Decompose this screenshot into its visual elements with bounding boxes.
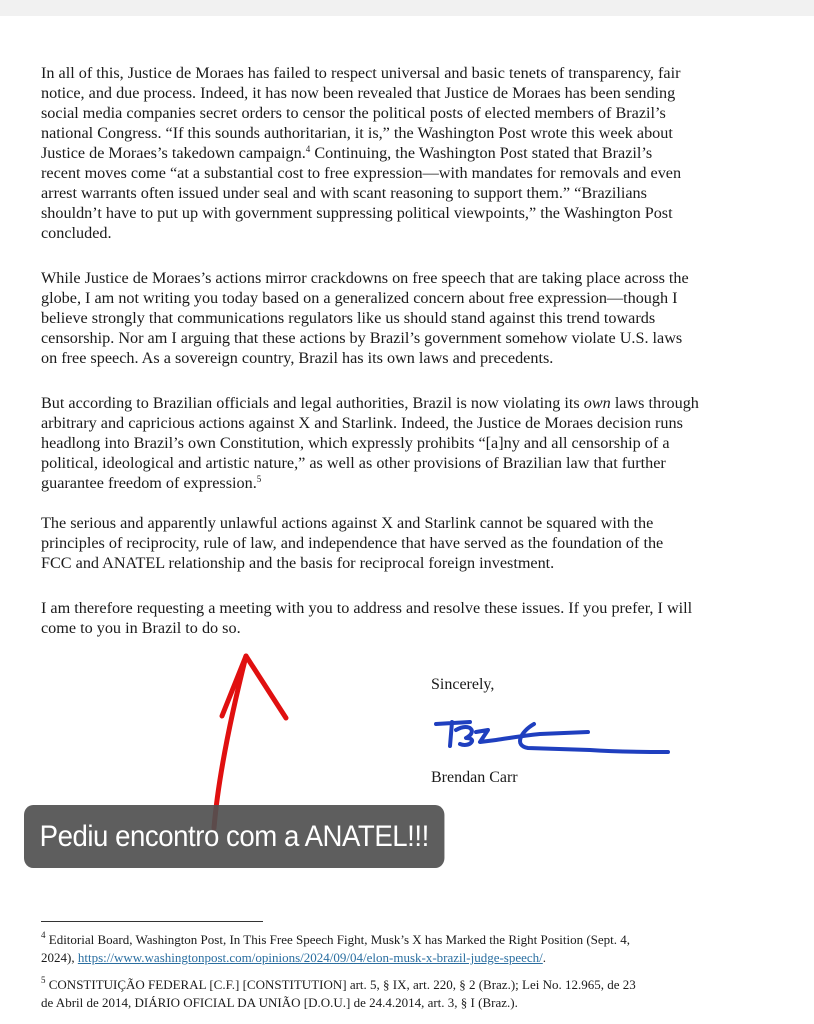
text-segment: I am therefore requesting a meeting with you to address and resolve these issues. If you prefer, I will [41, 599, 693, 617]
text-line [41, 453, 699, 473]
text-line [41, 598, 692, 618]
text-segment: believe strongly that communications regulators like us should stand against this trend towards [41, 309, 656, 327]
text-segment: political, ideological and artistic nature,” as well as other provisions of Brazilian law that further [41, 454, 666, 472]
text-segment: shouldn’t have to put up with government suppressing political viewpoints,” the Washington Post [41, 204, 673, 222]
text-segment: In all of this, Justice de Moraes has failed to respect universal and basic tenets of transparency, fair [41, 64, 681, 82]
text-segment: de Abril de 2014, DIÁRIO OFICIAL DA UNIÃO [D.O.U.] de 24.4.2014, art. 3, § I (Braz.). [41, 995, 518, 1010]
text-line [41, 618, 692, 638]
text-segment: The serious and apparently unlawful actions against X and Starlink cannot be squared with the [41, 514, 654, 532]
text-line [41, 143, 681, 163]
footnote-marker: 4 [305, 144, 311, 154]
paragraph [41, 598, 692, 638]
footnote-marker: 5 [256, 474, 262, 484]
text-line [41, 994, 636, 1012]
text-line [41, 949, 630, 967]
footnote-link[interactable]: https://www.washingtonpost.com/opinions/2024/09/04/elon-musk-x-brazil-judge-speech/ [77, 950, 543, 965]
text-segment: . [542, 950, 547, 965]
text-line [41, 328, 689, 348]
text-line [41, 308, 689, 328]
text-segment: CONSTITUIÇÃO FEDERAL [C.F.] [CONSTITUTION] art. 5, § IX, art. 220, § 2 (Braz.); Lei No. 12.965, de 23 [45, 977, 636, 992]
text-segment: arbitrary and capricious actions against X and Starlink. Indeed, the Justice de Moraes decision runs [41, 414, 683, 432]
text-line [41, 163, 681, 183]
paragraph [41, 513, 663, 573]
text-segment: While Justice de Moraes’s actions mirror crackdowns on free speech that are taking place across the [41, 269, 689, 287]
caption-overlay: Pediu encontro com a ANATEL!!! [24, 805, 444, 868]
signature-image [430, 712, 680, 764]
text-segment: headlong into Brazil’s own Constitution, which expressly prohibits “[a]ny and all censorship of a [41, 434, 670, 452]
text-segment: recent moves come “at a substantial cost to free expression—with mandates for removals and even [41, 164, 682, 182]
footnote-marker: 4 [41, 930, 46, 940]
text-segment: laws through [610, 394, 699, 412]
text-segment: on free speech. As a sovereign country, Brazil has its own laws and precedents. [41, 349, 554, 367]
text-segment: social media companies secret orders to censor the political posts of elected members of Brazil’s [41, 104, 666, 122]
text-segment: concluded. [41, 224, 112, 242]
text-segment: notice, and due process. Indeed, it has now been revealed that Justice de Moraes has been sending [41, 84, 676, 102]
paragraph [41, 393, 699, 493]
text-line [41, 433, 699, 453]
text-segment: own [583, 394, 611, 412]
top-status-bar [0, 0, 814, 16]
paragraph [41, 268, 689, 368]
footnote-4 [41, 931, 630, 967]
closing: Sincerely, [431, 676, 495, 693]
text-line [41, 473, 699, 493]
footnote-5 [41, 976, 636, 1012]
text-segment: guarantee freedom of expression. [41, 474, 257, 492]
text-line [41, 83, 681, 103]
text-segment: FCC and ANATEL relationship and the basis for reciprocal foreign investment. [41, 554, 555, 572]
text-segment: censorship. Nor am I arguing that these actions by Brazil’s government somehow violate U.S. laws [41, 329, 683, 347]
text-line [41, 976, 636, 994]
text-line [41, 413, 699, 433]
text-line [41, 931, 630, 949]
text-line [41, 183, 681, 203]
text-line [41, 393, 699, 413]
paragraph [41, 63, 681, 243]
text-line [41, 103, 681, 123]
text-line [41, 203, 681, 223]
footnote-marker: 5 [41, 975, 46, 985]
text-line [41, 348, 689, 368]
text-line [41, 268, 689, 288]
text-segment: But according to Brazilian officials and legal authorities, Brazil is now violating its [41, 394, 584, 412]
text-segment: Continuing, the Washington Post stated that Brazil’s [310, 144, 653, 162]
text-segment: come to you in Brazil to do so. [41, 619, 241, 637]
text-segment: national Congress. “If this sounds authoritarian, it is,” the Washington Post wrote this week about [41, 124, 673, 142]
text-segment: arrest warrants often issued under seal and with scant reasoning to support them.” “Brazilians [41, 184, 647, 202]
text-line [41, 533, 663, 553]
text-segment: globe, I am not writing you today based on a generalized concern about free expression—though I [41, 289, 678, 307]
text-line [41, 123, 681, 143]
text-line [41, 513, 663, 533]
text-line [41, 553, 663, 573]
text-line [41, 288, 689, 308]
text-segment: Justice de Moraes’s takedown campaign. [41, 144, 306, 162]
text-segment: principles of reciprocity, rule of law, and independence that have served as the foundation of the [41, 534, 664, 552]
footnote-divider [41, 921, 263, 922]
signature-name: Brendan Carr [431, 769, 518, 786]
text-line [41, 63, 681, 83]
text-line [41, 223, 681, 243]
text-segment: 2024), [41, 950, 78, 965]
text-segment: Editorial Board, Washington Post, In This Free Speech Fight, Musk’s X has Marked the Right Position (Sept. 4, [45, 932, 631, 947]
